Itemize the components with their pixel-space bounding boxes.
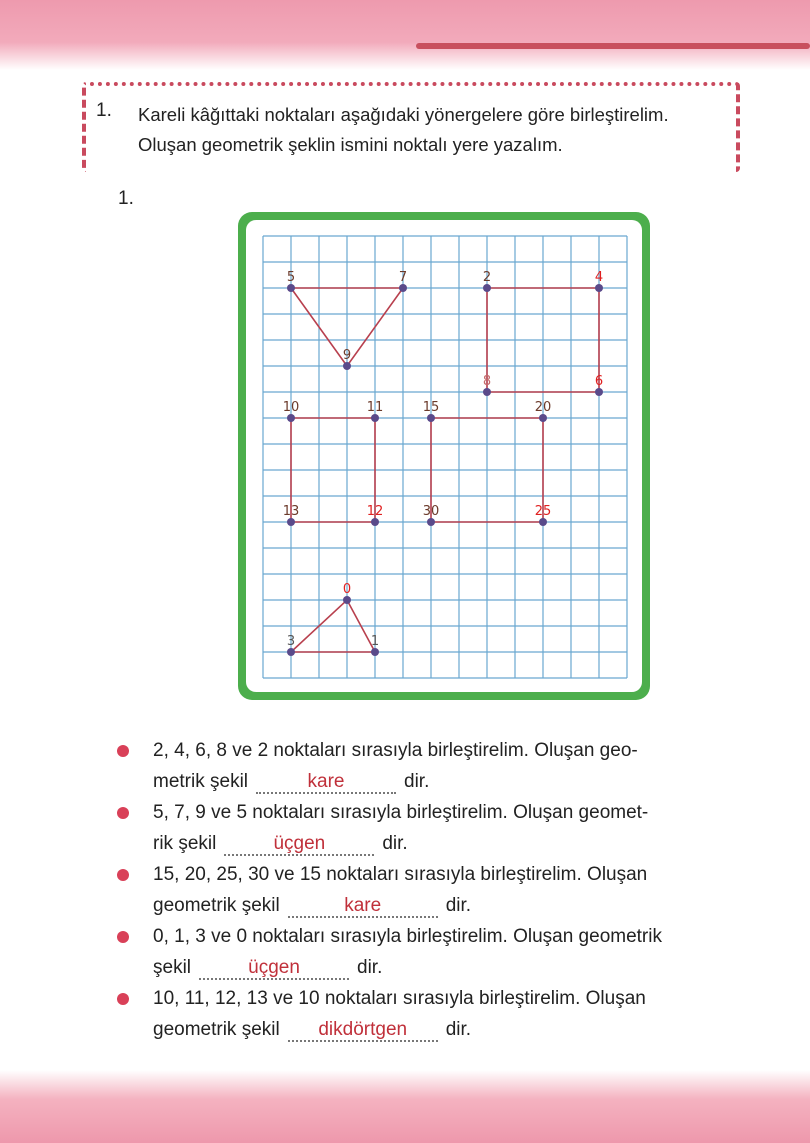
grid-point — [427, 518, 435, 526]
point-label: 11 — [366, 400, 384, 415]
point-label: 7 — [398, 270, 408, 285]
item-line: 15, 20, 25, 30 ve 15 noktaları sırasıyla birleştirelim. Oluşan — [153, 864, 648, 885]
point-label: 9 — [342, 348, 352, 363]
list-item — [115, 921, 765, 983]
item-prefix: şekil — [153, 957, 192, 978]
answer-blank[interactable]: üçgen — [199, 958, 349, 980]
point-label: 25 — [534, 504, 552, 519]
question-number: 1. — [96, 100, 112, 121]
grid-point — [371, 518, 379, 526]
item-suffix: dir. — [445, 895, 472, 916]
item-prefix: geometrik şekil — [153, 895, 280, 916]
question-line-2: Oluşan geometrik şeklin ismini noktalı yere yazalım. — [138, 134, 563, 155]
point-label: 2 — [482, 270, 492, 285]
bullet-icon — [117, 807, 129, 819]
answer-blank[interactable]: kare — [256, 772, 396, 794]
grid-point — [371, 648, 379, 656]
point-label: 15 — [422, 400, 440, 415]
list-item — [115, 859, 765, 921]
grid-point — [287, 648, 295, 656]
grid-point — [539, 414, 547, 422]
grid-point — [343, 596, 351, 604]
grid-point — [371, 414, 379, 422]
point-label: 1 — [370, 634, 380, 649]
answer-blank[interactable]: dikdörtgen — [288, 1020, 438, 1042]
grid-point — [399, 284, 407, 292]
grid-point — [483, 388, 491, 396]
point-label: 4 — [594, 270, 604, 285]
footer-band — [0, 1070, 810, 1143]
item-prefix: metrik şekil — [153, 771, 249, 792]
item-line: 5, 7, 9 ve 5 noktaları sırasıyla birleştirelim. Oluşan geomet- — [153, 802, 649, 823]
grid-point — [595, 284, 603, 292]
point-label: 10 — [282, 400, 300, 415]
point-label: 0 — [342, 582, 352, 597]
item-prefix: rik şekil — [153, 833, 217, 854]
point-label: 5 — [286, 270, 296, 285]
list-item — [115, 735, 765, 797]
grid-point — [595, 388, 603, 396]
item-suffix: dir. — [357, 957, 383, 978]
instruction-list — [115, 735, 765, 1045]
bullet-icon — [117, 993, 129, 1005]
answer-blank[interactable]: üçgen — [224, 834, 374, 856]
point-label: 20 — [534, 400, 552, 415]
grid-point — [287, 414, 295, 422]
bullet-icon — [117, 931, 129, 943]
point-label: 8 — [482, 374, 492, 389]
grid-point — [427, 414, 435, 422]
grid-point — [287, 284, 295, 292]
bullet-icon — [117, 745, 129, 757]
grid-point — [483, 284, 491, 292]
list-item — [115, 983, 765, 1045]
item-suffix: dir. — [382, 833, 408, 854]
point-label: 6 — [594, 374, 604, 389]
question-line-1: Kareli kâğıttaki noktaları aşağıdaki yönergelere göre birleştirelim. — [138, 104, 669, 125]
item-line: 2, 4, 6, 8 ve 2 noktaları sırasıyla birleştirelim. Oluşan geo- — [153, 740, 638, 761]
sub-question-number: 1. — [118, 188, 134, 209]
item-suffix: dir. — [404, 771, 430, 792]
item-suffix: dir. — [445, 1019, 472, 1040]
point-label: 30 — [422, 504, 440, 519]
item-line: 0, 1, 3 ve 0 noktaları sırasıyla birleştirelim. Oluşan geometrik — [153, 926, 662, 947]
grid-point — [343, 362, 351, 370]
grid-point — [287, 518, 295, 526]
point-label: 13 — [282, 504, 300, 519]
bullet-icon — [117, 869, 129, 881]
point-label: 12 — [366, 504, 384, 519]
item-prefix: geometrik şekil — [153, 1019, 280, 1040]
item-line: 10, 11, 12, 13 ve 10 noktaları sırasıyla birleştirelim. Oluşan — [153, 988, 646, 1009]
answer-blank[interactable]: kare — [288, 896, 438, 918]
grid-point — [539, 518, 547, 526]
point-label: 3 — [286, 634, 296, 649]
list-item — [115, 797, 765, 859]
